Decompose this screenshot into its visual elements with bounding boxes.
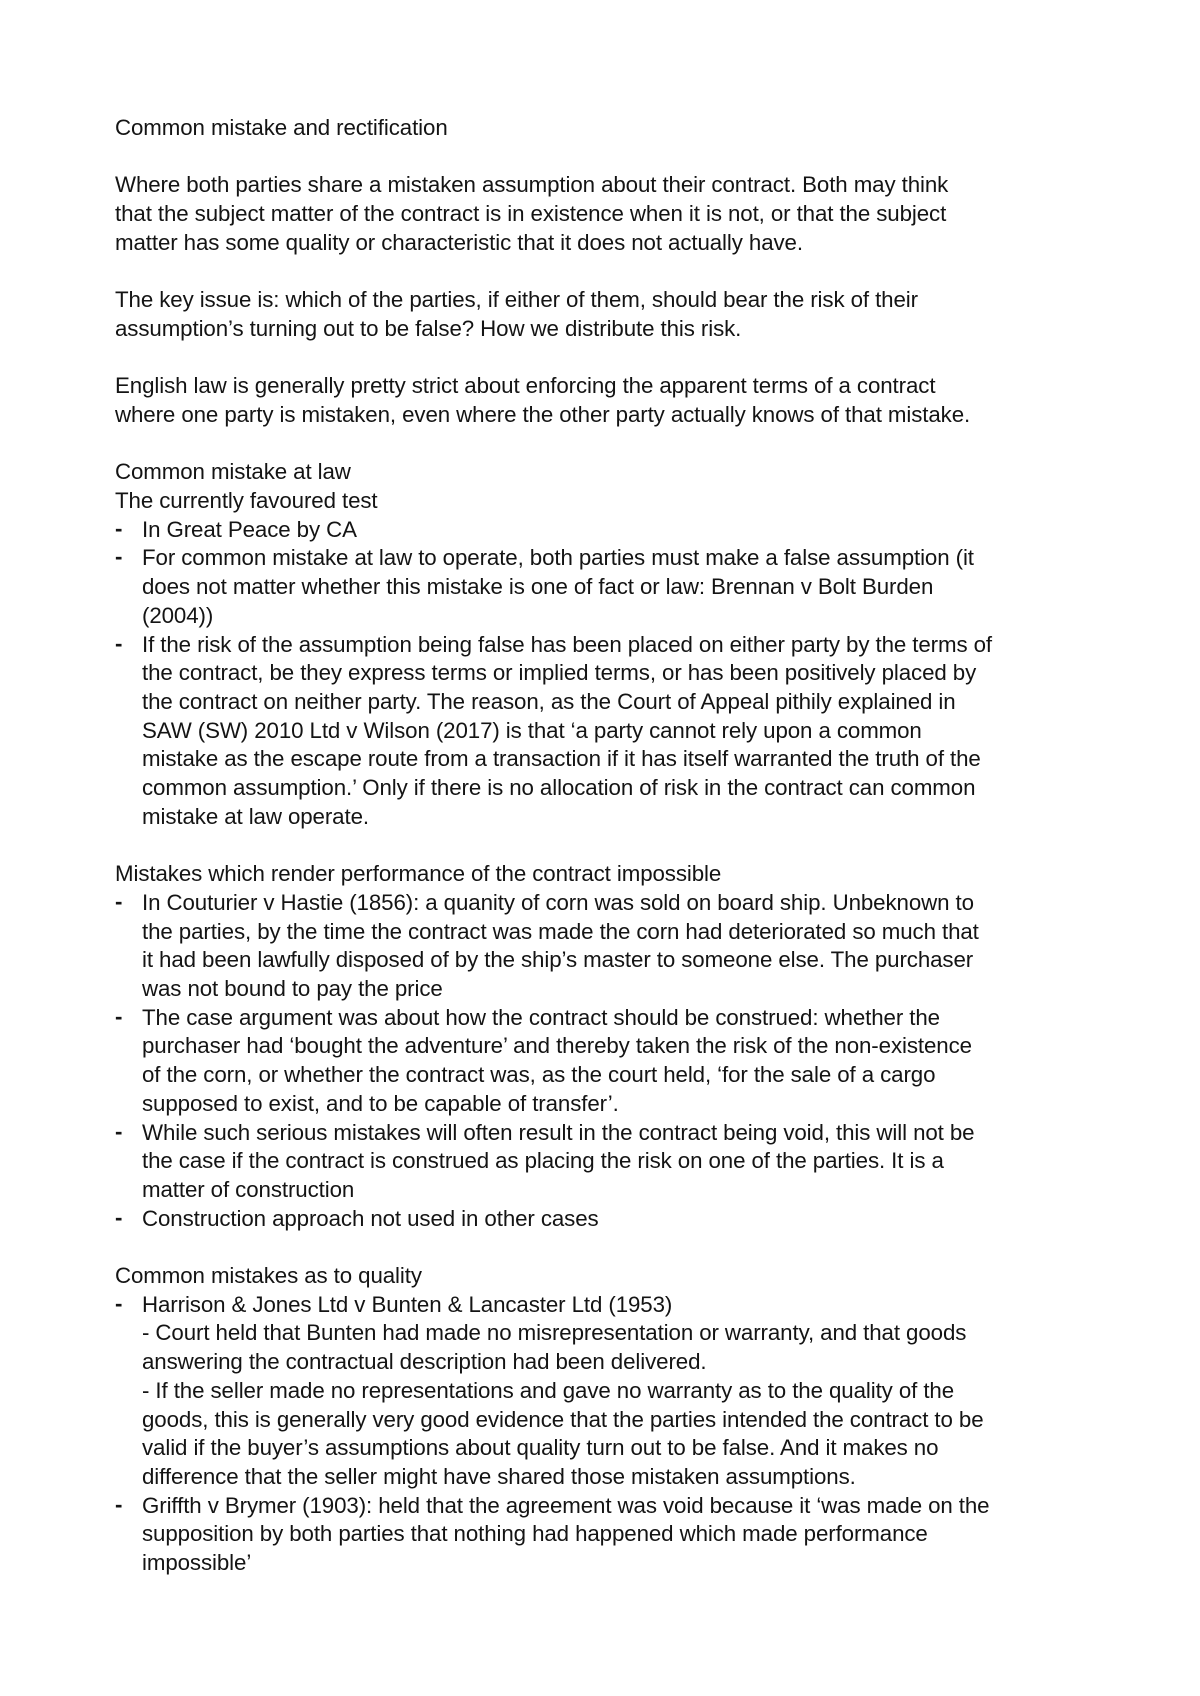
text-line: it had been lawfully disposed of by the ship’s master to someone else. The purchaser bbox=[142, 947, 974, 973]
document-page bbox=[115, 114, 1115, 1578]
text-line: answering the contractual description had been delivered. bbox=[142, 1349, 707, 1375]
list-item bbox=[115, 1492, 1115, 1578]
list-item bbox=[115, 1119, 1115, 1205]
text-line: difference that the seller might have shared those mistaken assumptions. bbox=[142, 1463, 856, 1489]
bullet-list bbox=[115, 516, 1115, 832]
english-law-paragraph bbox=[115, 372, 1115, 429]
list-item bbox=[115, 889, 1115, 1004]
text-line: the contract, be they express terms or implied terms, or has been positively placed by bbox=[142, 660, 977, 686]
text-line: English law is generally pretty strict about enforcing the apparent terms of a contract bbox=[115, 373, 936, 399]
text-line: valid if the buyer’s assumptions about quality turn out to be false. And it makes no bbox=[142, 1435, 939, 1461]
bullet-list bbox=[115, 889, 1115, 1233]
text-line: the contract on neither party. The reason, as the Court of Appeal pithily explained in bbox=[142, 689, 956, 714]
key-issue-paragraph bbox=[115, 286, 1115, 343]
text-line: the parties, by the time the contract was made the corn had deteriorated so much that bbox=[142, 918, 979, 944]
text-line: assumption’s turning out to be false? How we distribute this risk. bbox=[115, 315, 742, 341]
section-impossible-performance bbox=[115, 860, 1115, 1233]
text-line: - Harrison & Jones Ltd v Bunten & Lancaster Ltd (1953) bbox=[142, 1291, 673, 1317]
text-line: The key issue is: which of the parties, if either of them, should bear the risk of their bbox=[115, 287, 918, 313]
text-line: - In Couturier v Hastie (1856): a quanity of corn was sold on board ship. Unbeknown to bbox=[142, 889, 974, 915]
text-line: - Court held that Bunten had made no misrepresentation or warranty, and that goods bbox=[142, 1320, 967, 1346]
text-line: - While such serious mistakes will often result in the contract being void, this will not be bbox=[142, 1119, 975, 1145]
text-line: where one party is mistaken, even where the other party actually knows of that mistake. bbox=[115, 401, 971, 427]
text-line: SAW (SW) 2010 Ltd v Wilson (2017) is that ‘a party cannot rely upon a common bbox=[142, 717, 922, 743]
text-line: goods, this is generally very good evidence that the parties intended the contract to be bbox=[142, 1406, 984, 1432]
text-line: mistake at law operate. bbox=[142, 803, 369, 829]
document-title: Common mistake and rectification bbox=[115, 115, 448, 140]
list-item bbox=[115, 1205, 1115, 1234]
text-line: was not bound to pay the price bbox=[142, 976, 443, 1002]
text-line: Where both parties share a mistaken assumption about their contract. Both may think bbox=[115, 172, 949, 198]
text-line: - Construction approach not used in other cases bbox=[142, 1205, 599, 1231]
section-subheading: The currently favoured test bbox=[115, 488, 378, 514]
text-line: (2004)) bbox=[142, 602, 214, 628]
section-common-mistake-at-law bbox=[115, 458, 1115, 831]
section-mistakes-as-to-quality bbox=[115, 1262, 1115, 1578]
text-line: matter has some quality or characteristic that it does not actually have. bbox=[115, 229, 803, 255]
list-item bbox=[115, 1291, 1115, 1492]
text-line: - For common mistake at law to operate, both parties must make a false assumption (it bbox=[142, 545, 974, 571]
text-line: purchaser had ‘bought the adventure’ and thereby taken the risk of the non-existence bbox=[142, 1033, 972, 1059]
text-line: - Griffth v Brymer (1903): held that the agreement was void because it ‘was made on the bbox=[142, 1492, 990, 1518]
text-line: - In Great Peace by CA bbox=[142, 516, 357, 542]
bullet-list bbox=[115, 1291, 1115, 1578]
text-line: mistake as the escape route from a transaction if it has itself warranted the truth of the bbox=[142, 746, 981, 772]
text-line: common assumption.’ Only if there is no allocation of risk in the contract can common bbox=[142, 775, 976, 801]
list-item bbox=[115, 516, 1115, 545]
text-line: that the subject matter of the contract is in existence when it is not, or that the subject bbox=[115, 201, 947, 227]
text-line: does not matter whether this mistake is one of fact or law: Brennan v Bolt Burden bbox=[142, 574, 934, 600]
intro-paragraph bbox=[115, 171, 1115, 257]
list-item bbox=[115, 631, 1115, 832]
section-heading: Common mistake at law bbox=[115, 459, 351, 485]
text-line: supposed to exist, and to be capable of transfer’. bbox=[142, 1090, 619, 1116]
section-heading: Common mistakes as to quality bbox=[115, 1263, 422, 1289]
text-line: - If the risk of the assumption being false has been placed on either party by the terms of bbox=[142, 631, 993, 657]
text-line: of the corn, or whether the contract was, as the court held, ‘for the sale of a cargo bbox=[142, 1062, 936, 1088]
text-line: the case if the contract is construed as placing the risk on one of the parties. It is a bbox=[142, 1148, 944, 1174]
text-line: impossible’ bbox=[142, 1550, 252, 1576]
text-line: supposition by both parties that nothing had happened which made performance bbox=[142, 1521, 928, 1547]
text-line: matter of construction bbox=[142, 1176, 355, 1202]
text-line: - The case argument was about how the contract should be construed: whether the bbox=[142, 1004, 940, 1030]
list-item bbox=[115, 544, 1115, 630]
text-line: - If the seller made no representations and gave no warranty as to the quality of the bbox=[142, 1377, 955, 1403]
list-item bbox=[115, 1004, 1115, 1119]
section-heading: Mistakes which render performance of the contract impossible bbox=[115, 861, 722, 887]
